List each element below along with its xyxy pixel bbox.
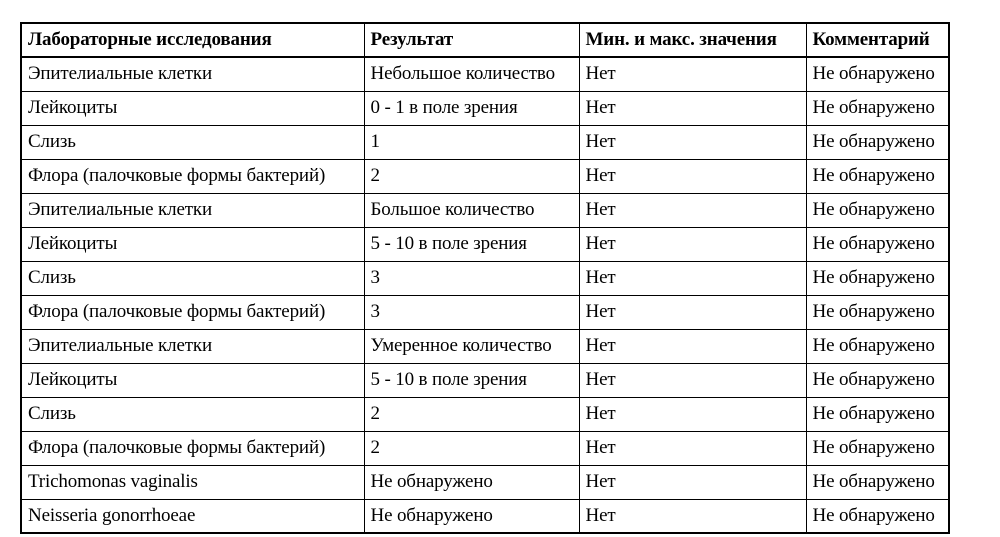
table-cell-r2-c1: Лейкоциты xyxy=(21,91,364,125)
table-cell-r10-c3: Нет xyxy=(579,363,806,397)
table-row xyxy=(21,159,949,193)
table-cell-r2-c4: Не обнаружено xyxy=(806,91,949,125)
table-cell-r2-c2: 0 - 1 в поле зрения xyxy=(364,91,579,125)
table-cell-r4-c2: 2 xyxy=(364,159,579,193)
table-cell-r11-c1: Слизь xyxy=(21,397,364,431)
table-row xyxy=(21,329,949,363)
table-cell-r11-c4: Не обнаружено xyxy=(806,397,949,431)
table-cell-r10-c2: 5 - 10 в поле зрения xyxy=(364,363,579,397)
table-cell-r10-c1: Лейкоциты xyxy=(21,363,364,397)
table-row xyxy=(21,431,949,465)
table-row xyxy=(21,465,949,499)
table-cell-r11-c3: Нет xyxy=(579,397,806,431)
table-cell-r12-c3: Нет xyxy=(579,431,806,465)
laboratory-results-table xyxy=(20,22,950,534)
table-cell-r12-c1: Флора (палочковые формы бактерий) xyxy=(21,431,364,465)
table-cell-r6-c2: 5 - 10 в поле зрения xyxy=(364,227,579,261)
table-cell-r5-c1: Эпителиальные клетки xyxy=(21,193,364,227)
table-row xyxy=(21,125,949,159)
table-cell-r9-c3: Нет xyxy=(579,329,806,363)
table-cell-r9-c1: Эпителиальные клетки xyxy=(21,329,364,363)
table-cell-r5-c2: Большое количество xyxy=(364,193,579,227)
table-row xyxy=(21,193,949,227)
table-cell-r13-c2: Не обнаружено xyxy=(364,465,579,499)
table-row xyxy=(21,363,949,397)
table-cell-r3-c1: Слизь xyxy=(21,125,364,159)
table-cell-r6-c1: Лейкоциты xyxy=(21,227,364,261)
table-cell-r2-c3: Нет xyxy=(579,91,806,125)
table-cell-r14-c2: Не обнаружено xyxy=(364,499,579,533)
column-header-2: Результат xyxy=(364,23,579,57)
table-row xyxy=(21,397,949,431)
table-cell-r12-c4: Не обнаружено xyxy=(806,431,949,465)
column-header-3: Мин. и макс. значения xyxy=(579,23,806,57)
table-header-row xyxy=(21,23,949,57)
table-row xyxy=(21,295,949,329)
table-row xyxy=(21,227,949,261)
table-cell-r9-c4: Не обнаружено xyxy=(806,329,949,363)
table-cell-r7-c3: Нет xyxy=(579,261,806,295)
table-cell-r7-c2: 3 xyxy=(364,261,579,295)
table-cell-r3-c2: 1 xyxy=(364,125,579,159)
table-cell-r14-c1: Neisseria gonorrhoeae xyxy=(21,499,364,533)
table-cell-r4-c3: Нет xyxy=(579,159,806,193)
table-cell-r8-c4: Не обнаружено xyxy=(806,295,949,329)
table-cell-r4-c1: Флора (палочковые формы бактерий) xyxy=(21,159,364,193)
table-cell-r3-c4: Не обнаружено xyxy=(806,125,949,159)
table-cell-r13-c3: Нет xyxy=(579,465,806,499)
table-cell-r5-c4: Не обнаружено xyxy=(806,193,949,227)
table-cell-r1-c2: Небольшое количество xyxy=(364,57,579,91)
table-cell-r1-c1: Эпителиальные клетки xyxy=(21,57,364,91)
table-cell-r4-c4: Не обнаружено xyxy=(806,159,949,193)
table-cell-r1-c4: Не обнаружено xyxy=(806,57,949,91)
table-body xyxy=(21,57,949,533)
table-row xyxy=(21,499,949,533)
table-cell-r11-c2: 2 xyxy=(364,397,579,431)
table-cell-r13-c4: Не обнаружено xyxy=(806,465,949,499)
table-cell-r1-c3: Нет xyxy=(579,57,806,91)
table-cell-r5-c3: Нет xyxy=(579,193,806,227)
table-cell-r6-c3: Нет xyxy=(579,227,806,261)
table-cell-r14-c3: Нет xyxy=(579,499,806,533)
table-cell-r8-c1: Флора (палочковые формы бактерий) xyxy=(21,295,364,329)
column-header-4: Комментарий xyxy=(806,23,949,57)
table-cell-r8-c3: Нет xyxy=(579,295,806,329)
table-cell-r13-c1: Trichomonas vaginalis xyxy=(21,465,364,499)
column-header-1: Лабораторные исследования xyxy=(21,23,364,57)
table-cell-r12-c2: 2 xyxy=(364,431,579,465)
table-cell-r9-c2: Умеренное количество xyxy=(364,329,579,363)
table-cell-r10-c4: Не обнаружено xyxy=(806,363,949,397)
table-cell-r14-c4: Не обнаружено xyxy=(806,499,949,533)
table-cell-r3-c3: Нет xyxy=(579,125,806,159)
table-header xyxy=(21,23,949,57)
table-row xyxy=(21,91,949,125)
table-row xyxy=(21,57,949,91)
table-cell-r7-c1: Слизь xyxy=(21,261,364,295)
table-cell-r7-c4: Не обнаружено xyxy=(806,261,949,295)
table-row xyxy=(21,261,949,295)
table-cell-r8-c2: 3 xyxy=(364,295,579,329)
table-cell-r6-c4: Не обнаружено xyxy=(806,227,949,261)
